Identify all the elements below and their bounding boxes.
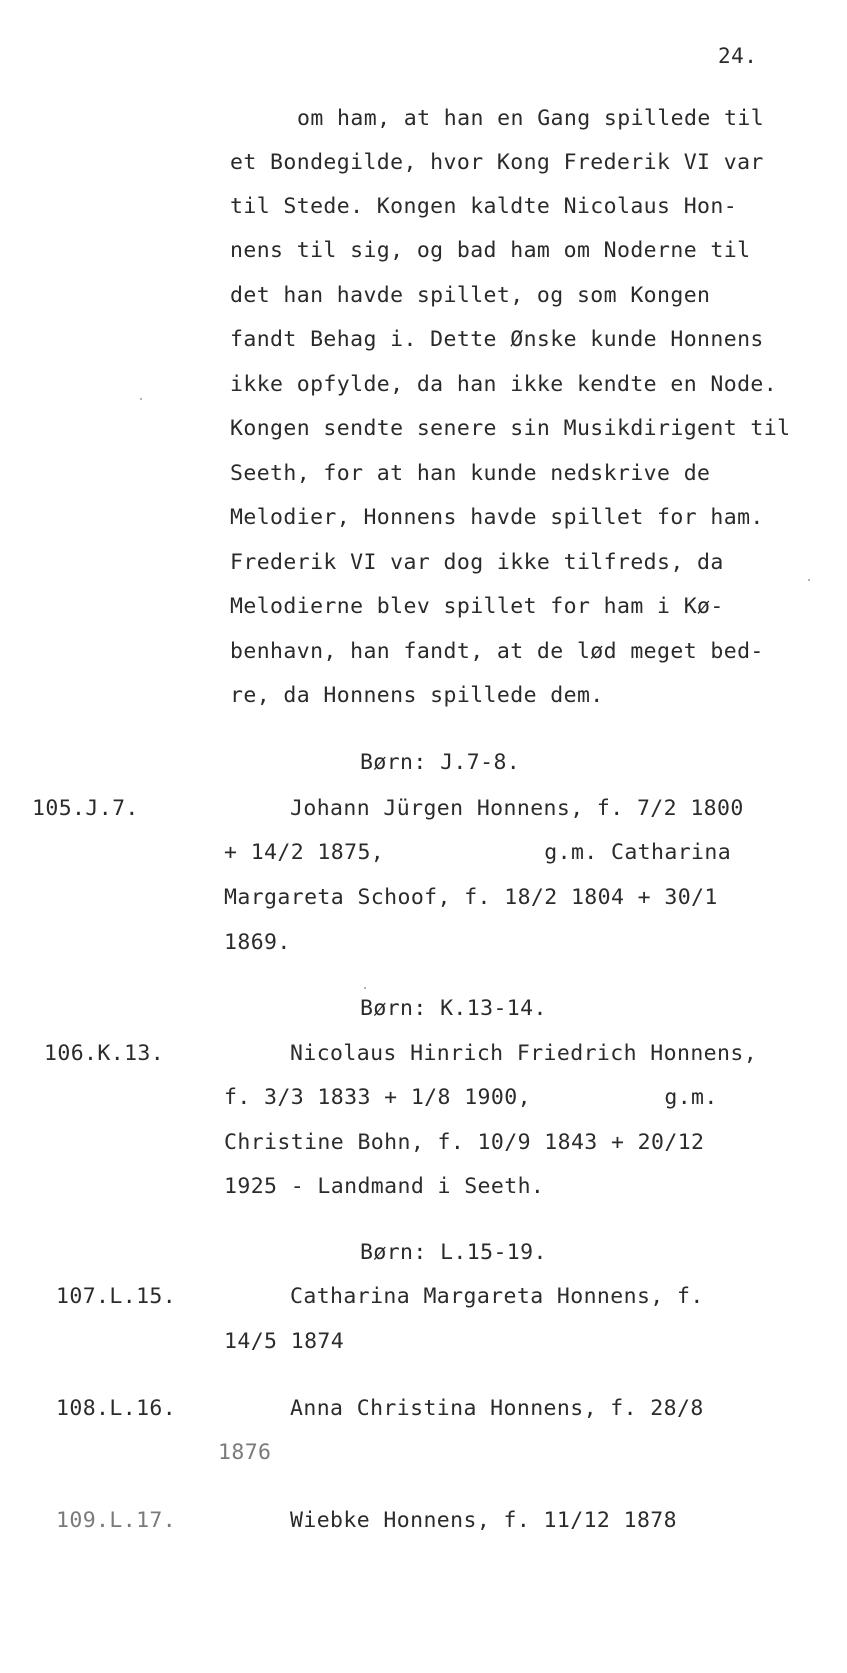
entry-line: Catharina Margareta Honnens, f. bbox=[290, 1284, 704, 1309]
paragraph-line: nens til sig, og bad ham om Noderne til bbox=[230, 238, 751, 263]
section-heading: Børn: J.7-8. bbox=[360, 750, 521, 775]
scan-speck bbox=[808, 579, 810, 581]
paragraph-line: re, da Honnens spillede dem. bbox=[230, 683, 604, 708]
entry-id: 108.L.16. bbox=[56, 1396, 177, 1421]
entry-id: 107.L.15. bbox=[56, 1284, 177, 1309]
entry-line: f. 3/3 1833 + 1/8 1900, g.m. bbox=[224, 1085, 718, 1110]
entry-line: 1869. bbox=[224, 930, 291, 955]
entry-line: Christine Bohn, f. 10/9 1843 + 20/12 bbox=[224, 1130, 705, 1155]
entry-line: Wiebke Honnens, f. 11/12 1878 bbox=[290, 1508, 677, 1533]
section-heading: Børn: K.13-14. bbox=[360, 996, 547, 1021]
paragraph-line: det han havde spillet, og som Kongen bbox=[230, 283, 711, 308]
paragraph-line: Frederik VI var dog ikke tilfreds, da bbox=[230, 550, 724, 575]
paragraph-line: Kongen sendte senere sin Musikdirigent til bbox=[230, 416, 791, 441]
page-number: 24. bbox=[718, 44, 758, 68]
entry-id: 109.L.17. bbox=[56, 1508, 177, 1533]
entry-line: Anna Christina Honnens, f. 28/8 bbox=[290, 1396, 704, 1421]
paragraph-line: ikke opfylde, da han ikke kendte en Node. bbox=[230, 372, 778, 397]
scan-speck bbox=[364, 987, 366, 989]
section-heading: Børn: L.15-19. bbox=[360, 1240, 547, 1265]
entry-line: + 14/2 1875, g.m. Catharina bbox=[224, 840, 732, 865]
paragraph-line: Melodier, Honnens havde spillet for ham. bbox=[230, 505, 764, 530]
paragraph-line: Seeth, for at han kunde nedskrive de bbox=[230, 461, 711, 486]
paragraph-line: benhavn, han fandt, at de lød meget bed- bbox=[230, 639, 764, 664]
entry-line: 14/5 1874 bbox=[224, 1329, 345, 1354]
entry-id: 105.J.7. bbox=[32, 796, 139, 821]
paragraph-line: til Stede. Kongen kaldte Nicolaus Hon- bbox=[230, 194, 738, 219]
scan-speck bbox=[140, 398, 142, 400]
entry-line: Nicolaus Hinrich Friedrich Honnens, bbox=[290, 1041, 758, 1066]
entry-line: Johann Jürgen Honnens, f. 7/2 1800 bbox=[290, 796, 744, 821]
entry-line: Margareta Schoof, f. 18/2 1804 + 30/1 bbox=[224, 885, 718, 910]
entry-line: 1925 - Landmand i Seeth. bbox=[224, 1174, 545, 1199]
paragraph-line: Melodierne blev spillet for ham i Kø- bbox=[230, 594, 724, 619]
entry-line: 1876 bbox=[218, 1440, 272, 1465]
paragraph-line: et Bondegilde, hvor Kong Frederik VI var bbox=[230, 150, 764, 175]
paragraph-line: fandt Behag i. Dette Ønske kunde Honnens bbox=[230, 327, 764, 352]
entry-id: 106.K.13. bbox=[44, 1041, 165, 1066]
paragraph-line: om ham, at han en Gang spillede til bbox=[297, 106, 765, 131]
